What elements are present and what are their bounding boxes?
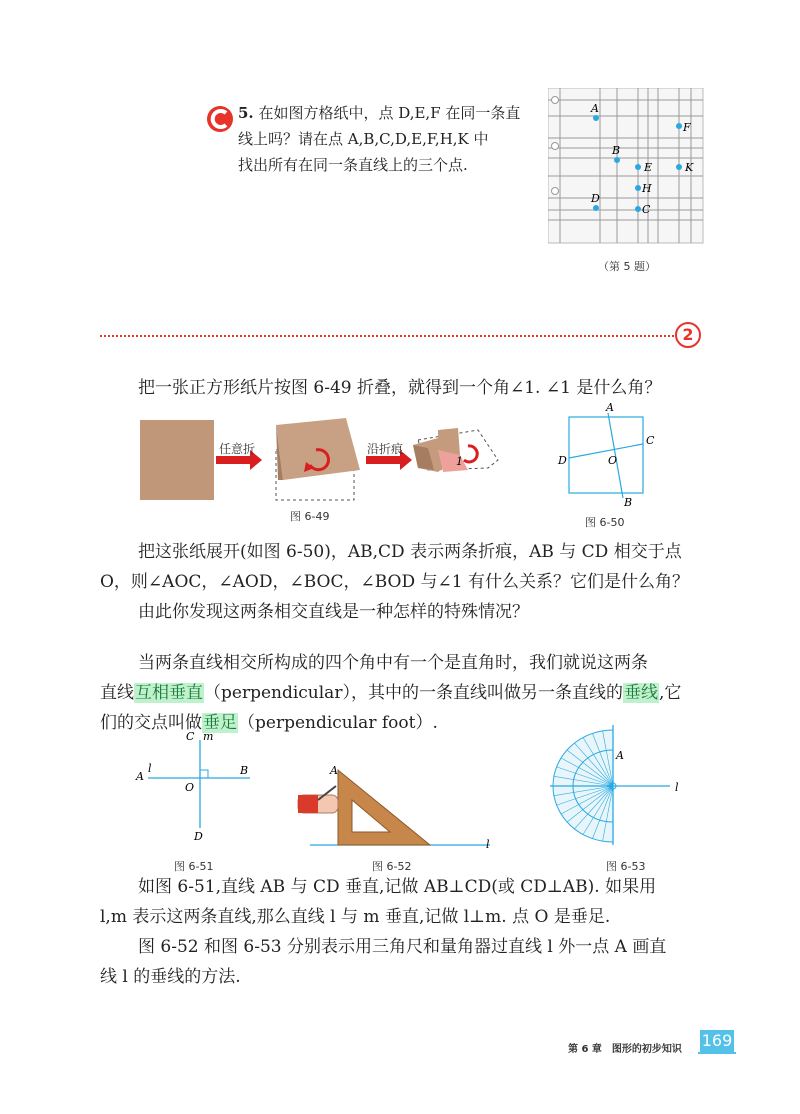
para-4-line-2: l,m 表示这两条直线,那么直线 l 与 m 垂直,记做 l⊥m. 点 O 是垂足.: [100, 907, 611, 927]
grid-point-K: [676, 164, 682, 170]
def-text-b: （perpendicular），其中的一条直线叫做另一条直线的: [204, 683, 623, 703]
grid-point-C: [635, 206, 641, 212]
fig50-label-B: B: [624, 496, 633, 509]
fig-6-49-caption: 图 6-49: [290, 510, 330, 523]
f51l-label: l: [148, 762, 152, 775]
f51A-label: A: [136, 770, 144, 783]
fig50-label-A: A: [606, 401, 614, 414]
grid-label-D: D: [591, 192, 600, 205]
fig-6-51: [130, 728, 260, 852]
fold-step2-label: 沿折痕: [367, 442, 404, 456]
para-3: 由此你发现这两条相交直线是一种怎样的特殊情况？: [138, 602, 529, 622]
grid-label-H: H: [642, 182, 652, 195]
para-1: 把一张正方形纸片按图 6-49 折叠，就得到一个角∠1. ∠1 是什么角？: [138, 378, 662, 398]
term-foot: 垂足: [203, 713, 237, 733]
fig50-label-C: C: [646, 434, 655, 447]
f52A-label: A: [330, 764, 338, 777]
definition-line-1: 当两条直线相交所构成的四个角中有一个是直角时，我们就说这两条: [138, 653, 648, 673]
grid-point-F: [676, 123, 682, 129]
fig-6-50-caption: 图 6-50: [585, 516, 625, 529]
f52l-label: l: [486, 838, 490, 850]
fig-6-50: [550, 400, 670, 519]
para-2b: O，则∠AOC，∠AOD，∠BOC，∠BOD 与∠1 有什么关系？它们是什么角？: [100, 572, 689, 592]
exercise-line-1: 在如图方格纸中，点 D,E,F 在同一条直: [258, 104, 521, 122]
f51B-label: B: [240, 764, 249, 777]
definition-line-2: [100, 678, 750, 708]
footer-rule: [698, 1052, 736, 1054]
grid-paper-figure: [548, 88, 704, 248]
para-5-line-1: 图 6-52 和图 6-53 分别表示用三角尺和量角器过直线 l 外一点 A 画直: [138, 937, 667, 957]
exercise-line-2: 线上吗？请在点 A,B,C,D,E,F,H,K 中: [238, 130, 489, 148]
f51O-label: O: [185, 781, 195, 794]
fig-6-53: [540, 725, 700, 849]
grid-label-F: F: [683, 121, 691, 134]
section-divider: [100, 335, 674, 337]
exercise-caption: （第 5 题）: [598, 260, 656, 273]
footer-chapter: 第 6 章 图形的初步知识: [568, 1044, 682, 1055]
def-text-d: 们的交点叫做: [100, 713, 202, 733]
def-text-a: 直线: [100, 683, 134, 703]
fig-6-51-caption: 图 6-51: [174, 860, 214, 873]
grid-point-D: [593, 205, 599, 211]
para-2: [138, 537, 738, 567]
exercise-text: [238, 100, 538, 178]
def-text-e: （perpendicular foot）.: [238, 713, 438, 733]
fig-6-52: [290, 760, 500, 854]
grid-point-A: [593, 115, 599, 121]
fig50-label-D: D: [558, 454, 567, 467]
exercise-line-3: 找出所有在同一条直线上的三个点.: [238, 156, 468, 174]
f51D-label: D: [194, 830, 203, 843]
f53l-label: l: [675, 781, 679, 794]
f51C-label: C: [186, 730, 195, 743]
fig50-label-O: O: [608, 454, 618, 467]
grid-label-E: E: [644, 161, 653, 174]
fold-step1-label: 任意折: [219, 442, 256, 456]
grid-label-A: A: [591, 102, 599, 115]
grid-label-C: C: [642, 203, 651, 216]
angle-1-label: 1: [456, 455, 463, 468]
fig-6-53-caption: 图 6-53: [606, 860, 646, 873]
para-2-line-1: 把这张纸展开(如图 6-50)，AB,CD 表示两条折痕，AB 与 CD 相交于点: [138, 542, 682, 562]
grid-point-B: [614, 157, 620, 163]
def-text-c: ,它: [658, 683, 682, 703]
page-number: 169: [701, 1031, 733, 1050]
grid-label-B: B: [612, 144, 621, 157]
exercise-number: 5.: [238, 104, 254, 122]
fold-figure: [138, 410, 518, 514]
fig-6-52-caption: 图 6-52: [372, 860, 412, 873]
grid-point-E: [635, 164, 641, 170]
grid-point-H: [635, 185, 641, 191]
term-perpendicular-line: 垂线: [623, 683, 658, 703]
grid-label-K: K: [685, 161, 694, 174]
exercise-icon: [206, 105, 234, 133]
f53A-label: A: [616, 749, 624, 762]
para-4-line-1: 如图 6-51,直线 AB 与 CD 垂直,记做 AB⊥CD(或 CD⊥AB). 如果用: [138, 877, 657, 897]
term-perpendicular: 互相垂直: [135, 683, 203, 703]
f51m-label: m: [203, 730, 214, 743]
para-5-line-2: 线 l 的垂线的方法.: [100, 967, 241, 987]
section-badge: 2: [675, 322, 701, 348]
